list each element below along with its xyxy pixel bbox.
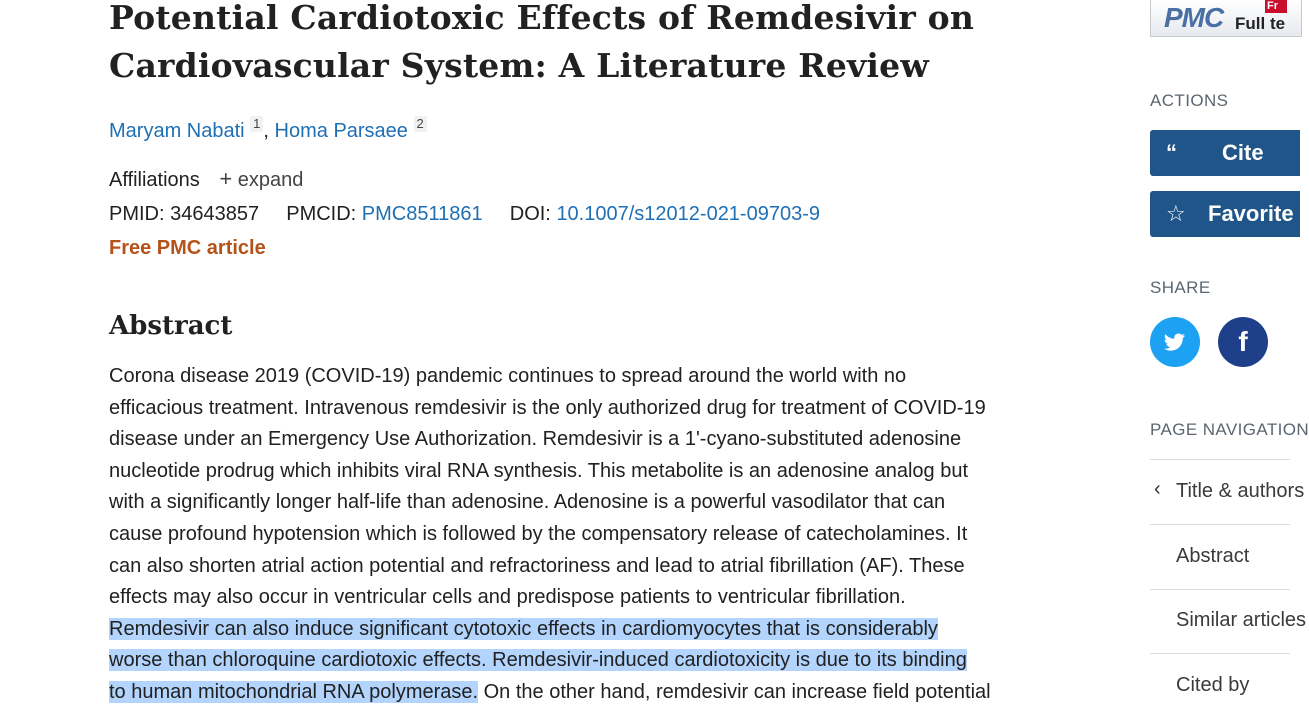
author-list (109, 118, 427, 144)
identifiers-row (109, 201, 820, 227)
abstract-text (109, 361, 1069, 709)
pmcid-label: PMCID: (286, 203, 357, 225)
affiliations-label: Affiliations (109, 169, 200, 191)
abstract-line-highlighted (109, 677, 1069, 709)
author-separator: , (263, 120, 269, 142)
abstract-line: effects may also occur in ventricular cells and predispose patients to ventricular fibrillation. (109, 586, 906, 609)
affiliations-row (109, 166, 303, 193)
actions-label: ACTIONS (1150, 91, 1229, 110)
free-pmc-article-badge: Free PMC article (109, 237, 266, 259)
text-selection[interactable]: to human mitochondrial RNA polymerase. (109, 680, 479, 703)
abstract-line: nucleotide prodrug which inhibits viral RNA synthesis. This metabolite is an adenosine analog but (109, 459, 969, 482)
expand-label: expand (237, 169, 304, 191)
right-sidebar (1150, 0, 1309, 720)
divider (1150, 524, 1290, 525)
divider (1150, 589, 1290, 590)
abstract-line: disease under an Emergency Use Authorization. Remdesivir is a 1'-cyano-substituted adenosine (109, 428, 962, 451)
share-label: SHARE (1150, 278, 1211, 297)
full-text-label: Full te (1235, 14, 1286, 33)
abstract-line: Corona disease 2019 (COVID-19) pandemic continues to spread around the world with no (109, 365, 907, 387)
quote-icon: “ (1166, 140, 1177, 165)
title-line-1: Potential Cardiotoxic Effects of Remdesivir on (109, 0, 975, 37)
star-icon: ☆ (1166, 201, 1186, 226)
pmid-value: 34643857 (170, 203, 260, 225)
cite-button[interactable] (1150, 130, 1300, 176)
abstract-heading: Abstract (109, 311, 233, 341)
expand-affiliations-button[interactable] (205, 166, 304, 191)
doi-label: DOI: (509, 203, 551, 225)
abstract-text-after-selection: On the other hand, remdesivir can increase field potential (478, 680, 991, 703)
pmc-full-text-link[interactable] (1150, 0, 1302, 37)
facebook-icon: f (1238, 326, 1248, 357)
abstract-line: efficacious treatment. Intravenous remdesivir is the only authorized drug for treatment of COVID-19 (109, 396, 986, 419)
doi-link[interactable]: 10.1007/s12012-021-09703-9 (556, 203, 820, 225)
free-flag: Fr (1265, 0, 1287, 13)
author-link[interactable]: Homa Parsaee (274, 120, 408, 142)
pmcid-link[interactable]: PMC8511861 (361, 203, 483, 225)
divider (1150, 653, 1290, 654)
plus-icon: + (219, 166, 233, 191)
text-selection[interactable]: worse than chloroquine cardiotoxic effects. Remdesivir-induced cardiotoxicity is due to its binding (109, 649, 967, 672)
pmid-label: PMID: (109, 203, 165, 225)
abstract-line-highlighted (109, 645, 1069, 677)
twitter-icon (1150, 317, 1200, 367)
abstract-line: can also shorten atrial action potential and refractoriness and lead to atrial fibrillation (AF). These (109, 554, 965, 577)
title-line-2: Cardiovascular System: A Literature Review (109, 46, 929, 85)
pmc-logo: PMC (1164, 2, 1224, 33)
favorite-button[interactable] (1150, 191, 1300, 237)
abstract-line-highlighted (109, 614, 1069, 646)
author-link[interactable]: Maryam Nabati (109, 120, 245, 142)
affiliation-ref[interactable]: 1 (250, 116, 263, 132)
abstract-line: with a significantly longer half-life than adenosine. Adenosine is a powerful vasodilator that can (109, 491, 946, 514)
nav-item-label: Similar articles (1176, 609, 1307, 631)
abstract-line: cause profound hypotension which is followed by the compensatory release of catecholamines. It (109, 522, 968, 545)
chevron-left-icon: ‹ (1154, 478, 1161, 500)
cite-label: Cite (1222, 140, 1264, 165)
twitter-share-button[interactable] (1150, 317, 1200, 367)
text-selection[interactable]: Remdesivir can also induce significant cytotoxic effects in cardiomyocytes that is considerably (109, 617, 938, 640)
article-title (109, 0, 1069, 90)
nav-item-label: Cited by (1176, 674, 1250, 696)
affiliation-ref[interactable]: 2 (414, 116, 427, 132)
nav-item-label: Title & authors (1176, 480, 1305, 502)
divider (1150, 459, 1290, 460)
page-navigation-label: PAGE NAVIGATION (1150, 420, 1309, 439)
nav-item-label: Abstract (1176, 545, 1250, 567)
favorite-label: Favorite (1208, 201, 1294, 226)
facebook-share-button[interactable] (1218, 317, 1268, 367)
